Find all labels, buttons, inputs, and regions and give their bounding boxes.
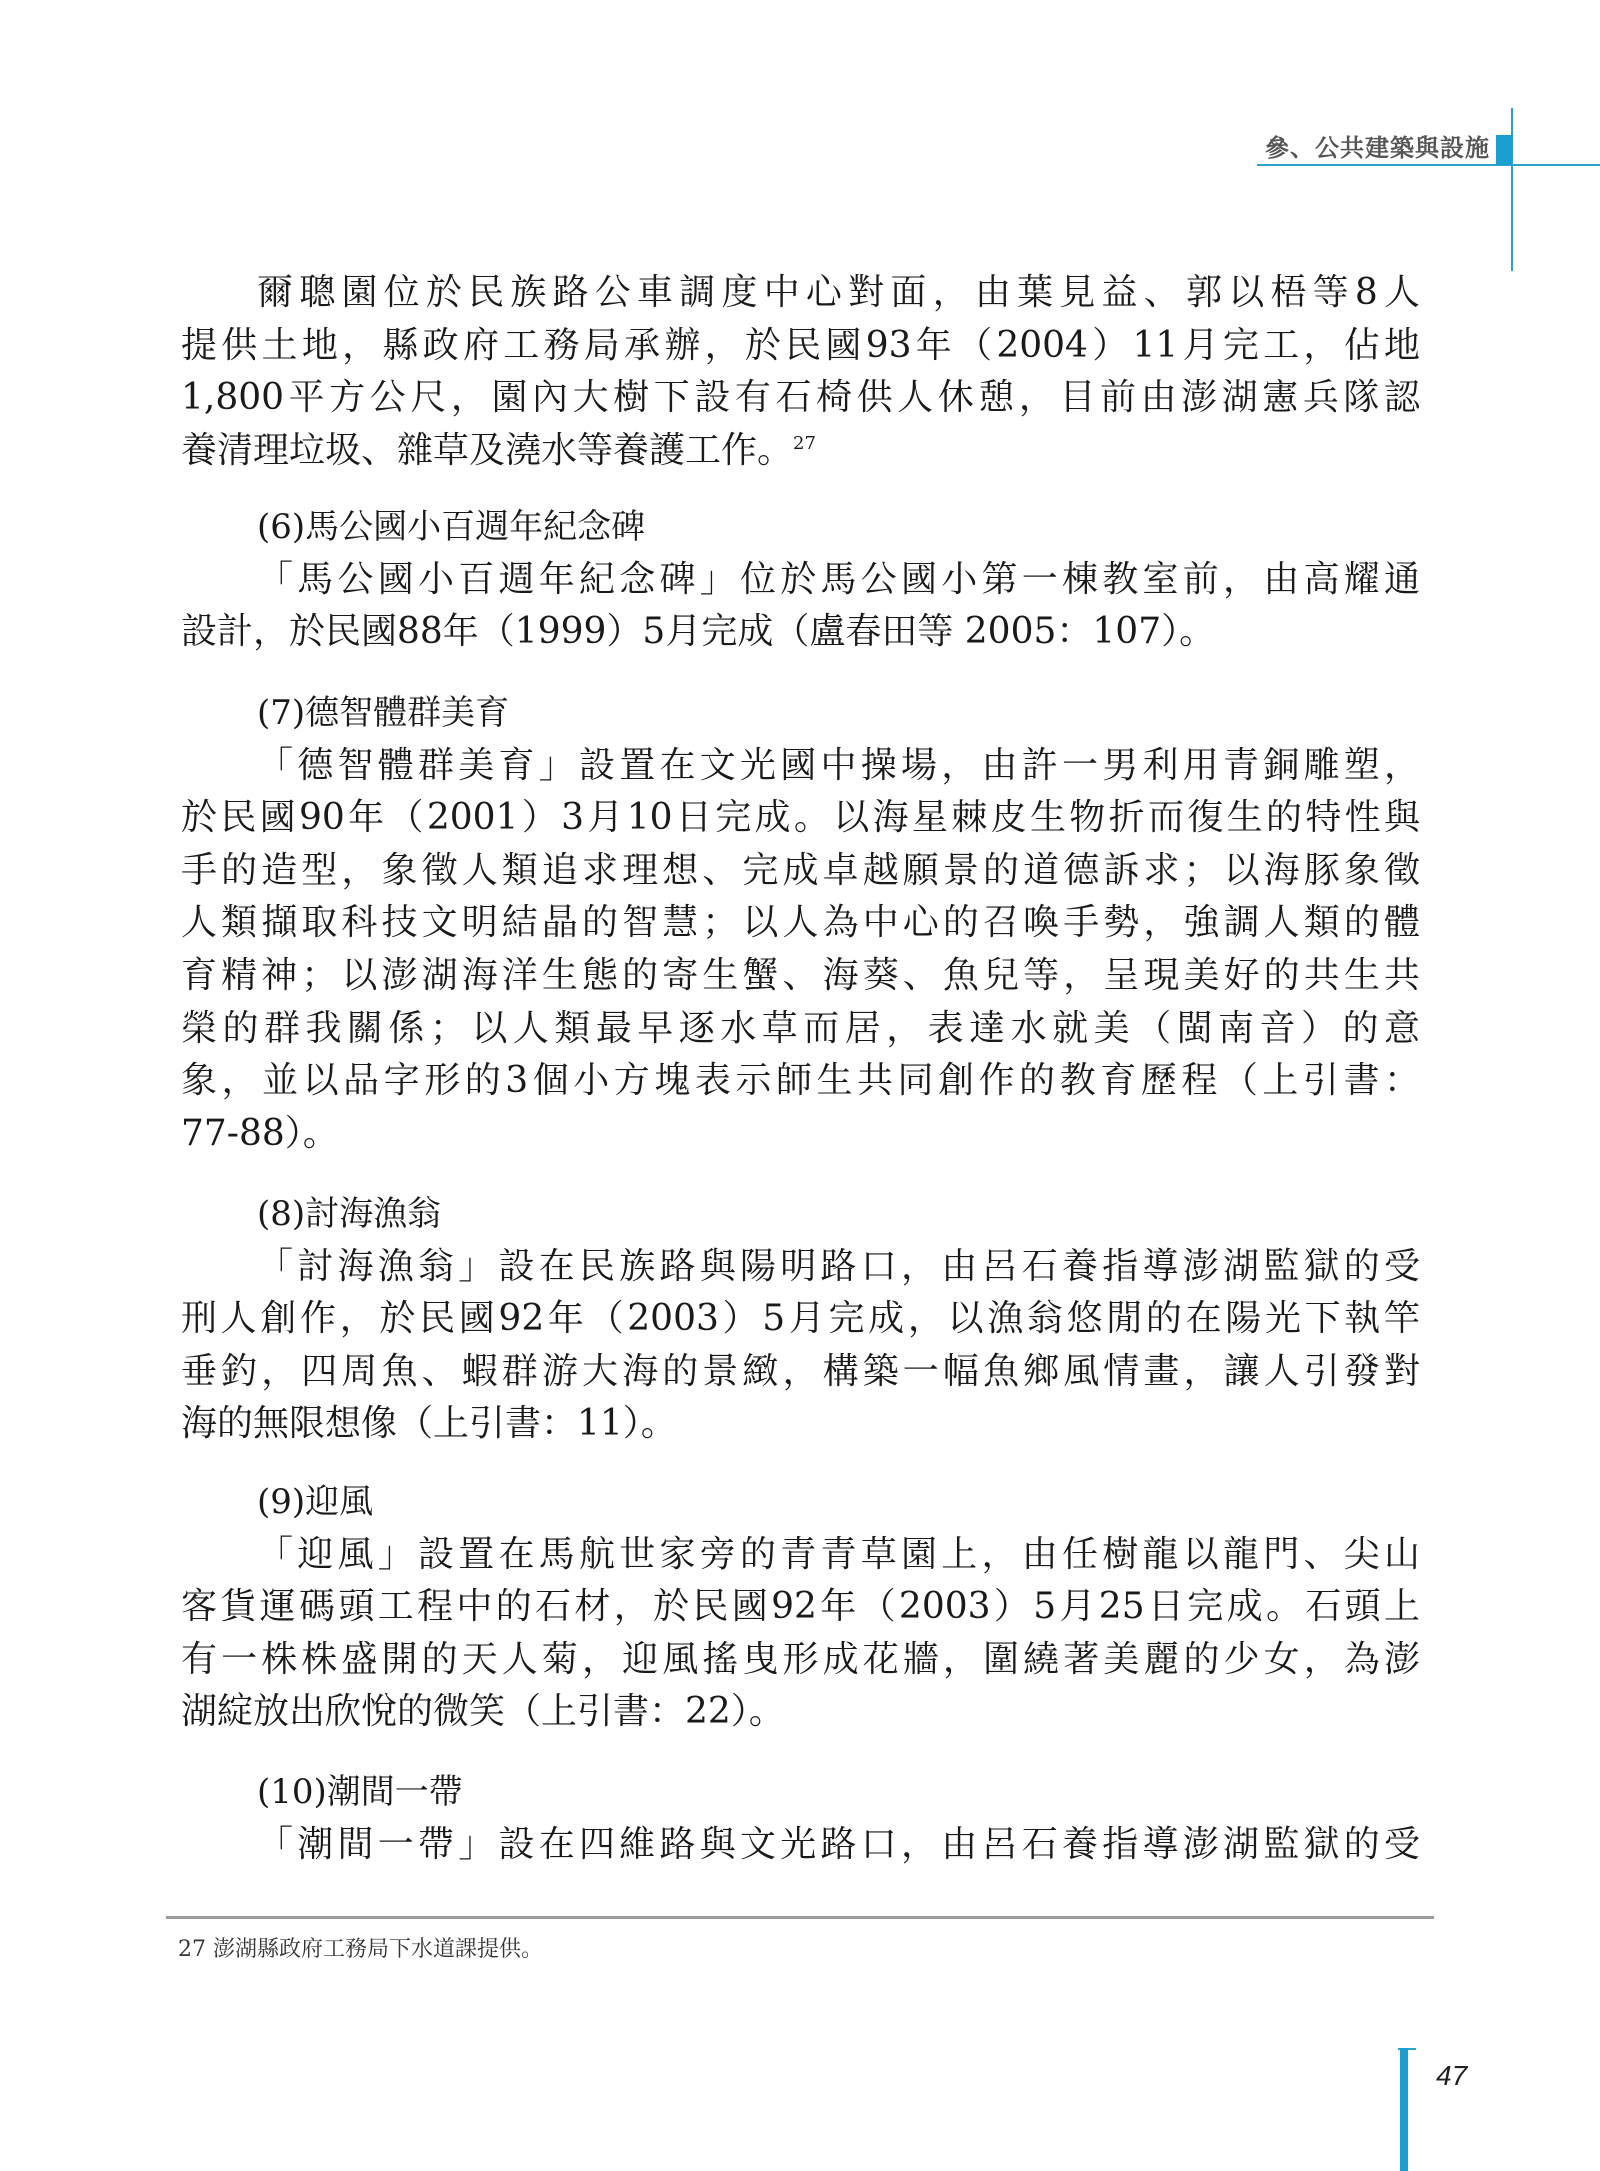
text-line: 育精神；以澎湖海洋生態的寄生蟹、海葵、魚兒等，呈現美好的共生共 (181, 954, 1420, 996)
text-line: 「迎風」設置在馬航世家旁的青青草園上，由任樹龍以龍門、尖山 (257, 1533, 1420, 1575)
section-heading: (6)馬公國小百週年紀念碑 (257, 507, 646, 547)
text-line: 爾聰園位於民族路公車調度中心對面，由葉見益、郭以梧等8人 (257, 272, 1420, 313)
header-vertical-rule (1511, 108, 1513, 271)
text-line: 垂釣，四周魚、蝦群游大海的景緻，構築一幅魚鄉風情畫，讓人引發對 (181, 1350, 1420, 1392)
text-line: 客貨運碼頭工程中的石材，於民國92年（2003）5月25日完成。石頭上 (181, 1586, 1420, 1628)
text-line: 77-88）。 (181, 1112, 339, 1154)
text-line: 象，並以品字形的3個小方塊表示師生共同創作的教育歷程（上引書： (181, 1060, 1420, 1102)
running-header: 參、公共建築與設施 (1265, 133, 1490, 162)
text-line (181, 425, 1420, 478)
text-line: 於民國90年（2001）3月10日完成。以海星棘皮生物折而復生的特性與 (181, 797, 1420, 839)
section-heading: (8)討海漁翁 (257, 1194, 442, 1234)
section-heading: (9)迎風 (257, 1482, 374, 1522)
header-accent-block (1496, 135, 1512, 165)
section-10 (181, 1766, 1420, 1871)
footnote-divider (166, 1916, 1434, 1919)
section-7 (181, 687, 1420, 1160)
section-8 (181, 1188, 1420, 1451)
text-line: 「討海漁翁」設在民族路與陽明路口，由呂石養指導澎湖監獄的受 (257, 1245, 1420, 1287)
text-line: 湖綻放出欣悅的微笑（上引書：22）。 (181, 1691, 785, 1733)
section-6 (181, 501, 1420, 659)
text-line: 設計，於民國88年（1999）5月完成（盧春田等 2005：107）。 (181, 611, 1216, 653)
paragraph-erh-tsung-garden (181, 267, 1420, 477)
text-line: 刑人創作，於民國92年（2003）5月完成，以漁翁悠閒的在陽光下執竿 (181, 1298, 1420, 1340)
text-line: 手的造型，象徵人類追求理想、完成卓越願景的道德訴求；以海豚象徵 (181, 849, 1420, 891)
text-line: 人類擷取科技文明結晶的智慧；以人為中心的召喚手勢，強調人類的體 (181, 902, 1420, 944)
text-line: 有一株株盛開的天人菊，迎風搖曳形成花牆，圍繞著美麗的少女，為澎 (181, 1638, 1420, 1680)
section-9 (181, 1476, 1420, 1739)
footnote-27: 27 澎湖縣政府工務局下水道課提供。 (178, 1937, 543, 1962)
text-line: 1,800平方公尺，園內大樹下設有石椅供人休憩，目前由澎湖憲兵隊認 (181, 377, 1420, 419)
text-line: 「潮間一帶」設在四維路與文光路口，由呂石養指導澎湖監獄的受 (257, 1823, 1420, 1865)
text-line: 「馬公國小百週年紀念碑」位於馬公國小第一棟教室前，由高耀通 (257, 558, 1420, 600)
text-line: 海的無限想像（上引書：11）。 (181, 1403, 677, 1445)
section-heading: (7)德智體群美育 (257, 693, 510, 733)
text-line: 榮的群我關係；以人類最早逐水草而居，表達水就美（閩南音）的意 (181, 1007, 1420, 1049)
section-heading: (10)潮間一帶 (257, 1772, 463, 1812)
footnote-reference[interactable]: 27 (793, 432, 816, 454)
page-number-accent-bar (1400, 2048, 1408, 2171)
text-line-content: 養清理垃圾、雜草及澆水等養護工作。 (181, 429, 794, 471)
text-line: 「德智體群美育」設置在文光國中操場，由許一男利用青銅雕塑， (257, 744, 1420, 786)
header-rule (1257, 164, 1600, 166)
text-line: 提供土地，縣政府工務局承辦，於民國93年（2004）11月完工，佔地 (181, 324, 1420, 366)
page-number: 47 (1436, 2060, 1468, 2091)
